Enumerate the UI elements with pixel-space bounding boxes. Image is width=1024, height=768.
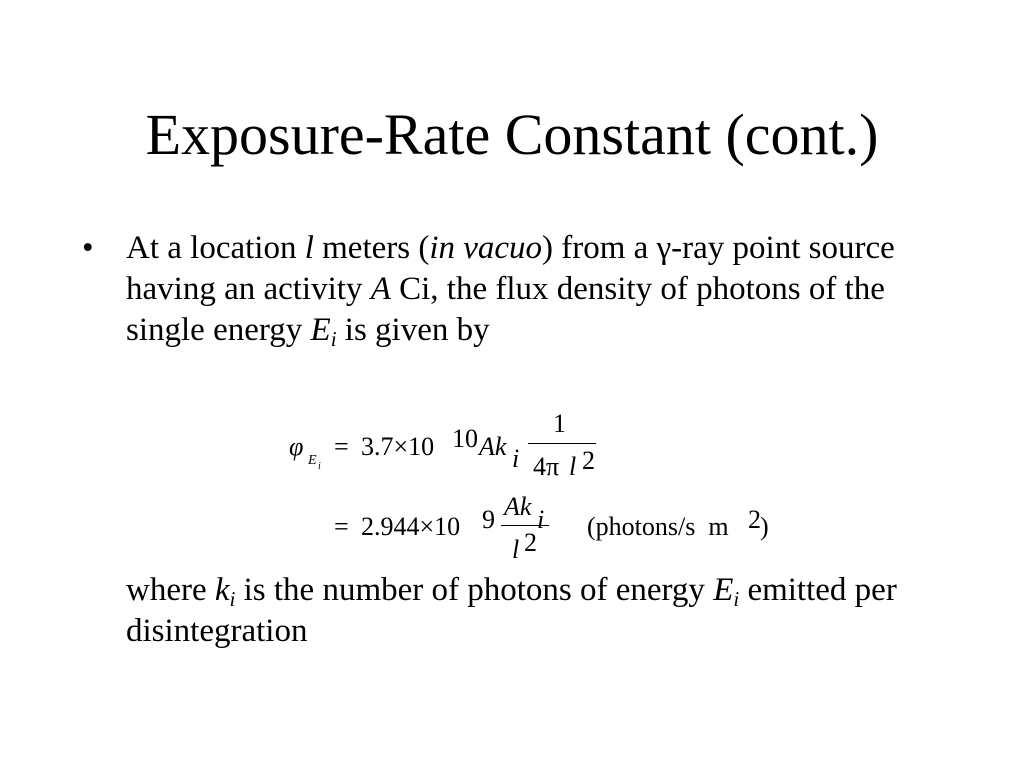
fraction-bar bbox=[501, 525, 549, 526]
Ak-subscript: i bbox=[512, 444, 520, 473]
phi-subscript: E bbox=[308, 453, 317, 468]
var-E: E bbox=[310, 312, 331, 348]
where-text-part: is the number of photons of energy bbox=[235, 572, 714, 608]
var-E-subscript: i bbox=[733, 587, 740, 611]
coefficient: 2.944×10 bbox=[361, 512, 461, 541]
bullet-text-part: meters ( bbox=[313, 230, 430, 266]
units-close: ) bbox=[760, 512, 769, 541]
bullet-text-part: is given by bbox=[336, 312, 490, 348]
in-vacuo: in vacuo bbox=[429, 230, 543, 266]
units-exponent: 2 bbox=[748, 505, 761, 534]
exponent: 9 bbox=[482, 505, 495, 534]
fraction-numerator-subscript: i bbox=[537, 505, 545, 534]
bullet-text-part: ) from a γ-ray point source having an activity bbox=[126, 230, 895, 307]
slide-title: Exposure-Rate Constant (cont.) bbox=[145, 102, 879, 167]
coefficient: 3.7×10 bbox=[361, 432, 435, 461]
equals-sign: = bbox=[334, 512, 349, 541]
fraction-numerator-Ak: Ak bbox=[504, 492, 532, 521]
phi-subsubscript: i bbox=[318, 461, 321, 472]
where-text-part: where bbox=[126, 572, 215, 608]
fraction-denominator-l: l bbox=[569, 452, 577, 481]
var-l: l bbox=[304, 230, 314, 266]
var-k: k bbox=[214, 572, 230, 608]
var-E-subscript: i bbox=[330, 327, 337, 351]
var-A: A bbox=[370, 271, 391, 307]
fraction-denominator-exponent: 2 bbox=[524, 528, 537, 557]
fraction-denominator-exponent: 2 bbox=[582, 446, 595, 475]
bullet-marker: • bbox=[82, 230, 94, 266]
fraction-bar bbox=[528, 443, 596, 444]
Ak-term: Ak bbox=[479, 432, 507, 461]
fraction-denominator-l: l bbox=[512, 535, 520, 564]
fraction-denominator-4pi: 4π bbox=[533, 452, 560, 481]
bullet-text-part: At a location bbox=[126, 230, 305, 266]
exponent: 10 bbox=[452, 424, 478, 453]
fraction-numerator: 1 bbox=[553, 409, 566, 438]
bullet-text bbox=[126, 228, 926, 351]
bullet-text-part: Ci, the flux density of photons of the single energy bbox=[126, 271, 885, 348]
var-k-subscript: i bbox=[229, 587, 236, 611]
where-text-part: emitted per disintegration bbox=[126, 572, 897, 649]
equals-sign: = bbox=[334, 432, 349, 461]
where-clause bbox=[126, 570, 946, 652]
var-E: E bbox=[713, 572, 734, 608]
phi-symbol: φ bbox=[289, 432, 304, 461]
units-text: (photons/s m bbox=[587, 512, 729, 541]
